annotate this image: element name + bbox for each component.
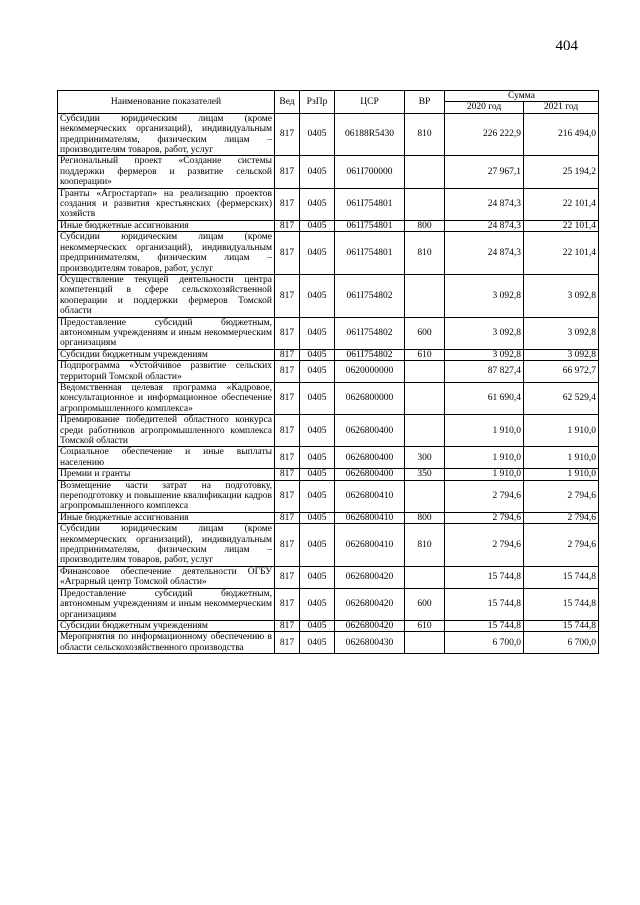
cell-rzpr: 0405 bbox=[300, 415, 335, 447]
cell-rzpr: 0405 bbox=[300, 620, 335, 631]
cell-csr: 061I754802 bbox=[335, 274, 405, 317]
cell-rzpr: 0405 bbox=[300, 220, 335, 231]
cell-2020: 24 874,3 bbox=[445, 232, 524, 275]
cell-2020: 1 910,0 bbox=[445, 469, 524, 480]
cell-ved: 817 bbox=[275, 620, 300, 631]
cell-name: Мероприятия по информационному обеспечению в области сельскохозяйственного производства bbox=[58, 632, 275, 654]
cell-csr: 0620000000 bbox=[335, 361, 405, 383]
cell-2021: 22 101,4 bbox=[524, 188, 599, 220]
cell-vr bbox=[405, 415, 445, 447]
cell-ved: 817 bbox=[275, 220, 300, 231]
cell-rzpr: 0405 bbox=[300, 588, 335, 620]
table-row bbox=[58, 632, 599, 654]
cell-2020: 27 967,1 bbox=[445, 156, 524, 188]
cell-csr: 0626800410 bbox=[335, 480, 405, 512]
cell-2020: 2 794,6 bbox=[445, 512, 524, 523]
cell-2020: 3 092,8 bbox=[445, 349, 524, 360]
cell-ved: 817 bbox=[275, 317, 300, 349]
cell-rzpr: 0405 bbox=[300, 274, 335, 317]
cell-csr: 061I754801 bbox=[335, 188, 405, 220]
cell-2021: 216 494,0 bbox=[524, 113, 599, 156]
cell-2020: 61 690,4 bbox=[445, 382, 524, 414]
cell-csr: 0626800420 bbox=[335, 588, 405, 620]
cell-ved: 817 bbox=[275, 588, 300, 620]
page-number: 404 bbox=[555, 38, 578, 54]
cell-rzpr: 0405 bbox=[300, 361, 335, 383]
table-row bbox=[58, 274, 599, 317]
header-year-2020: 2020 год bbox=[445, 102, 524, 113]
cell-rzpr: 0405 bbox=[300, 632, 335, 654]
table-row bbox=[58, 480, 599, 512]
cell-ved: 817 bbox=[275, 632, 300, 654]
cell-vr: 810 bbox=[405, 524, 445, 567]
cell-2021: 62 529,4 bbox=[524, 382, 599, 414]
cell-csr: 0626800430 bbox=[335, 632, 405, 654]
cell-2021: 2 794,6 bbox=[524, 524, 599, 567]
cell-vr bbox=[405, 632, 445, 654]
cell-rzpr: 0405 bbox=[300, 349, 335, 360]
cell-vr: 610 bbox=[405, 620, 445, 631]
table-row bbox=[58, 382, 599, 414]
cell-name: Ведомственная целевая программа «Кадровое, консультационное и информационное обеспечение агропромышленного комплекса» bbox=[58, 382, 275, 414]
cell-csr: 0626800410 bbox=[335, 524, 405, 567]
header-rzpr: РзПр bbox=[300, 91, 335, 114]
cell-vr: 610 bbox=[405, 349, 445, 360]
header-ved: Вед bbox=[275, 91, 300, 114]
cell-vr: 810 bbox=[405, 113, 445, 156]
table-row bbox=[58, 232, 599, 275]
cell-2020: 24 874,3 bbox=[445, 188, 524, 220]
table-row bbox=[58, 447, 599, 469]
header-csr: ЦСР bbox=[335, 91, 405, 114]
cell-name: Субсидии юридическим лицам (кроме некоммерческих организаций), индивидуальным предпринимателям, физическим лицам – производителям товаров, работ, услуг bbox=[58, 232, 275, 275]
cell-name: Премии и гранты bbox=[58, 469, 275, 480]
table-row bbox=[58, 188, 599, 220]
cell-name: Предоставление субсидий бюджетным, автономным учреждениям и иным некоммерческим организациям bbox=[58, 317, 275, 349]
header-name: Наименование показателей bbox=[58, 91, 275, 114]
header-vr: ВР bbox=[405, 91, 445, 114]
cell-name: Субсидии юридическим лицам (кроме некоммерческих организаций), индивидуальным предпринимателям, физическим лицам – производителям товаров, работ, услуг bbox=[58, 524, 275, 567]
cell-name: Премирование победителей областного конкурса среди работников агропромышленного комплекса Томской области bbox=[58, 415, 275, 447]
cell-name: Предоставление субсидий бюджетным, автономным учреждениям и иным некоммерческим организациям bbox=[58, 588, 275, 620]
cell-csr: 061I754801 bbox=[335, 232, 405, 275]
cell-2021: 15 744,8 bbox=[524, 620, 599, 631]
cell-ved: 817 bbox=[275, 156, 300, 188]
table-row bbox=[58, 566, 599, 588]
cell-2021: 1 910,0 bbox=[524, 415, 599, 447]
cell-2021: 25 194,2 bbox=[524, 156, 599, 188]
cell-rzpr: 0405 bbox=[300, 524, 335, 567]
cell-vr bbox=[405, 480, 445, 512]
cell-ved: 817 bbox=[275, 512, 300, 523]
table-row bbox=[58, 469, 599, 480]
cell-vr bbox=[405, 188, 445, 220]
cell-csr: 0626800400 bbox=[335, 415, 405, 447]
cell-ved: 817 bbox=[275, 361, 300, 383]
cell-csr: 061I700000 bbox=[335, 156, 405, 188]
cell-rzpr: 0405 bbox=[300, 317, 335, 349]
cell-2020: 3 092,8 bbox=[445, 317, 524, 349]
cell-2021: 3 092,8 bbox=[524, 349, 599, 360]
cell-ved: 817 bbox=[275, 113, 300, 156]
cell-rzpr: 0405 bbox=[300, 113, 335, 156]
cell-ved: 817 bbox=[275, 447, 300, 469]
cell-2020: 15 744,8 bbox=[445, 588, 524, 620]
cell-rzpr: 0405 bbox=[300, 156, 335, 188]
cell-2021: 6 700,0 bbox=[524, 632, 599, 654]
cell-name: Социальное обеспечение и иные выплаты населению bbox=[58, 447, 275, 469]
table-row bbox=[58, 361, 599, 383]
cell-ved: 817 bbox=[275, 382, 300, 414]
cell-rzpr: 0405 bbox=[300, 469, 335, 480]
cell-2020: 2 794,6 bbox=[445, 480, 524, 512]
cell-name: Подпрограмма «Устойчивое развитие сельских территорий Томской области» bbox=[58, 361, 275, 383]
cell-name: Осуществление текущей деятельности центра компетенций в сфере сельскохозяйственной кооперации и поддержки фермеров Томской области bbox=[58, 274, 275, 317]
cell-vr: 600 bbox=[405, 317, 445, 349]
cell-rzpr: 0405 bbox=[300, 480, 335, 512]
cell-2020: 1 910,0 bbox=[445, 415, 524, 447]
cell-name: Иные бюджетные ассигнования bbox=[58, 512, 275, 523]
cell-csr: 0626800410 bbox=[335, 512, 405, 523]
cell-rzpr: 0405 bbox=[300, 382, 335, 414]
cell-vr: 350 bbox=[405, 469, 445, 480]
cell-vr bbox=[405, 361, 445, 383]
cell-rzpr: 0405 bbox=[300, 512, 335, 523]
header-year-2021: 2021 год bbox=[524, 102, 599, 113]
cell-2021: 2 794,6 bbox=[524, 512, 599, 523]
cell-rzpr: 0405 bbox=[300, 447, 335, 469]
cell-2020: 226 222,9 bbox=[445, 113, 524, 156]
cell-2020: 2 794,6 bbox=[445, 524, 524, 567]
table-row bbox=[58, 588, 599, 620]
table-row bbox=[58, 113, 599, 156]
cell-vr bbox=[405, 274, 445, 317]
table-row bbox=[58, 349, 599, 360]
cell-2020: 24 874,3 bbox=[445, 220, 524, 231]
cell-2021: 66 972,7 bbox=[524, 361, 599, 383]
cell-csr: 0626800420 bbox=[335, 620, 405, 631]
cell-2021: 3 092,8 bbox=[524, 274, 599, 317]
cell-csr: 0626800400 bbox=[335, 447, 405, 469]
table-row bbox=[58, 220, 599, 231]
cell-2021: 22 101,4 bbox=[524, 232, 599, 275]
cell-rzpr: 0405 bbox=[300, 232, 335, 275]
cell-csr: 0626800400 bbox=[335, 469, 405, 480]
cell-name: Субсидии бюджетным учреждениям bbox=[58, 620, 275, 631]
cell-vr: 800 bbox=[405, 512, 445, 523]
cell-2021: 1 910,0 bbox=[524, 447, 599, 469]
cell-name: Региональный проект «Создание системы поддержки фермеров и развитие сельской кооперации» bbox=[58, 156, 275, 188]
cell-ved: 817 bbox=[275, 188, 300, 220]
table-row bbox=[58, 524, 599, 567]
cell-csr: 061I754801 bbox=[335, 220, 405, 231]
cell-2020: 3 092,8 bbox=[445, 274, 524, 317]
cell-2020: 15 744,8 bbox=[445, 620, 524, 631]
cell-vr: 600 bbox=[405, 588, 445, 620]
cell-name: Субсидии бюджетным учреждениям bbox=[58, 349, 275, 360]
cell-name: Субсидии юридическим лицам (кроме некоммерческих организаций), индивидуальным предпринимателям, физическим лицам – производителям товаров, работ, услуг bbox=[58, 113, 275, 156]
cell-csr: 0626800000 bbox=[335, 382, 405, 414]
budget-table bbox=[57, 90, 599, 654]
cell-csr: 061I754802 bbox=[335, 317, 405, 349]
cell-name: Иные бюджетные ассигнования bbox=[58, 220, 275, 231]
cell-csr: 06188R5430 bbox=[335, 113, 405, 156]
cell-ved: 817 bbox=[275, 524, 300, 567]
cell-ved: 817 bbox=[275, 232, 300, 275]
cell-2021: 3 092,8 bbox=[524, 317, 599, 349]
cell-2021: 1 910,0 bbox=[524, 469, 599, 480]
cell-2021: 15 744,8 bbox=[524, 588, 599, 620]
cell-ved: 817 bbox=[275, 274, 300, 317]
table-row bbox=[58, 512, 599, 523]
cell-2020: 15 744,8 bbox=[445, 566, 524, 588]
cell-2021: 22 101,4 bbox=[524, 220, 599, 231]
cell-vr bbox=[405, 566, 445, 588]
cell-2020: 1 910,0 bbox=[445, 447, 524, 469]
cell-vr: 300 bbox=[405, 447, 445, 469]
cell-ved: 817 bbox=[275, 566, 300, 588]
cell-2020: 87 827,4 bbox=[445, 361, 524, 383]
cell-vr: 800 bbox=[405, 220, 445, 231]
table-row bbox=[58, 620, 599, 631]
header-summa: Сумма bbox=[445, 91, 599, 102]
cell-ved: 817 bbox=[275, 349, 300, 360]
table-row bbox=[58, 317, 599, 349]
cell-name: Гранты «Агростартап» на реализацию проектов создания и развития крестьянских (фермерских) хозяйств bbox=[58, 188, 275, 220]
cell-2021: 15 744,8 bbox=[524, 566, 599, 588]
cell-csr: 0626800420 bbox=[335, 566, 405, 588]
cell-name: Финансовое обеспечение деятельности ОГБУ «Аграрный центр Томской области» bbox=[58, 566, 275, 588]
cell-2020: 6 700,0 bbox=[445, 632, 524, 654]
cell-ved: 817 bbox=[275, 480, 300, 512]
cell-csr: 061I754802 bbox=[335, 349, 405, 360]
cell-name: Возмещение части затрат на подготовку, переподготовку и повышение квалификации кадров агропромышленного комплекса bbox=[58, 480, 275, 512]
cell-vr bbox=[405, 156, 445, 188]
cell-vr: 810 bbox=[405, 232, 445, 275]
cell-vr bbox=[405, 382, 445, 414]
cell-2021: 2 794,6 bbox=[524, 480, 599, 512]
table-row bbox=[58, 415, 599, 447]
cell-rzpr: 0405 bbox=[300, 188, 335, 220]
cell-ved: 817 bbox=[275, 415, 300, 447]
cell-ved: 817 bbox=[275, 469, 300, 480]
table-row bbox=[58, 156, 599, 188]
cell-rzpr: 0405 bbox=[300, 566, 335, 588]
